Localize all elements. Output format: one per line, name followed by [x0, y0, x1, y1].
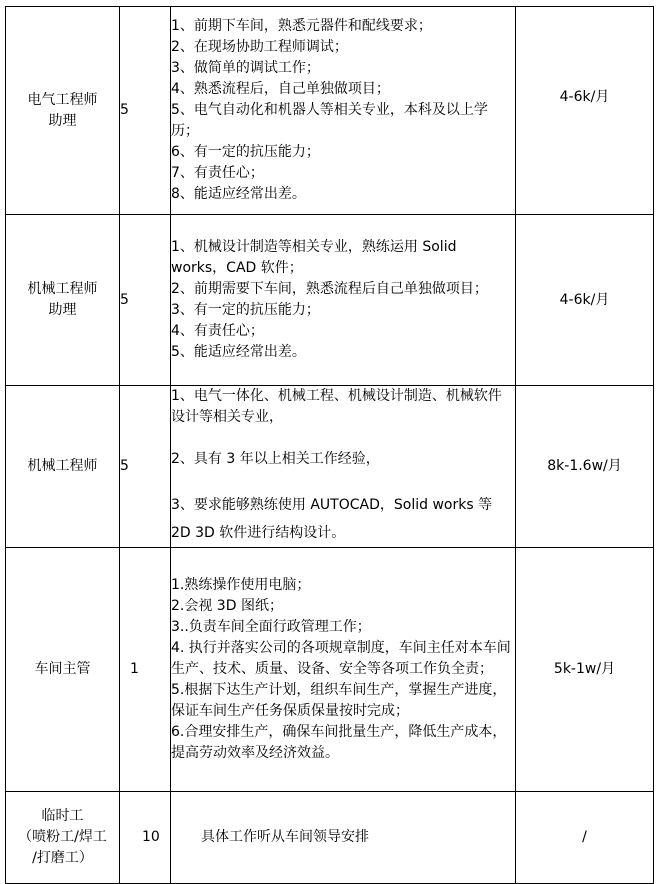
headcount-cell: 5: [120, 386, 171, 548]
requirement-item: 4、有责任心；: [171, 323, 264, 339]
requirement-item: 6.合理安排生产，确保车间批量生产，降低生产成本，提高劳动效率及经济效益。: [171, 724, 507, 761]
job-title-cell: [6, 215, 120, 386]
salary-cell: 4-6k/月: [516, 215, 654, 386]
requirement-item: 5.根据下达生产计划，组织车间生产，掌握生产进度，保证车间生产任务保质保量按时完成；: [171, 682, 507, 719]
job-title-cell: [6, 386, 120, 548]
job-title-line: 车间主管: [34, 661, 91, 677]
requirement-item: 1.熟练操作使用电脑；: [171, 577, 311, 593]
requirement-item: 8、能适应经常出差。: [171, 186, 306, 202]
salary-cell: 8k-1.6w/月: [516, 386, 654, 548]
table-row: [6, 215, 654, 386]
job-title-cell: [6, 7, 120, 215]
job-title-line: 临时工: [41, 808, 84, 824]
requirement-item: 2.会视 3D 图纸；: [171, 598, 283, 614]
job-title-line: （喷粉工/焊工: [18, 829, 107, 845]
requirements-cell: [171, 386, 516, 548]
job-title-line: 电气工程师: [27, 91, 98, 108]
headcount-cell: 1: [120, 548, 171, 792]
headcount-cell: 10: [120, 792, 171, 884]
requirement-item: 3、做简单的调试工作；: [171, 60, 320, 76]
job-title-cell: [6, 792, 120, 884]
requirement-item: 1、电气一体化、机械工程、机械设计制造、机械软件设计等相关专业，: [171, 388, 502, 425]
salary-cell: 4-6k/月: [516, 7, 654, 215]
requirement-item: 4、熟悉流程后，自己单独做项目；: [171, 81, 390, 97]
job-table: [5, 6, 654, 884]
requirement-item: 4. 执行并落实公司的各项规章制度，车间主任对本车间生产、技术、质量、设备、安全等各项工作负全责；: [171, 640, 511, 677]
requirement-item: 2、具有 3 年以上相关工作经验，: [171, 451, 380, 467]
job-title-line: 助理: [48, 112, 77, 129]
job-title-line: /打磨工）: [32, 850, 93, 866]
requirement-item: 3..负责车间全面行政管理工作；: [171, 619, 371, 635]
job-title-line: 机械工程师: [27, 458, 98, 474]
requirement-item: 5、电气自动化和机器人等相关专业，本科及以上学历；: [171, 102, 488, 139]
job-title-cell: [6, 548, 120, 792]
job-title-line: 助理: [48, 302, 77, 318]
requirement-item: 2、前期需要下车间，熟悉流程后自己单独做项目；: [171, 281, 488, 297]
requirements-cell: [171, 548, 516, 792]
requirement-item: 具体工作听从车间领导安排: [201, 829, 369, 845]
requirement-item: 2、在现场协助工程师调试；: [171, 39, 348, 55]
requirements-cell: [171, 215, 516, 386]
table-row: [6, 548, 654, 792]
requirement-item: 5、能适应经常出差。: [171, 344, 306, 360]
job-title-line: 机械工程师: [27, 281, 98, 297]
table-row: [6, 792, 654, 884]
requirements-cell: [171, 7, 516, 215]
requirement-item: 3、有一定的抗压能力；: [171, 302, 320, 318]
salary-cell: /: [516, 792, 654, 884]
requirements-cell: [171, 792, 516, 884]
headcount-cell: 5: [120, 215, 171, 386]
requirement-item: 7、有责任心；: [171, 165, 264, 181]
salary-cell: 5k-1w/月: [516, 548, 654, 792]
table-row: [6, 7, 654, 215]
headcount-cell: 5: [120, 7, 171, 215]
requirement-item: 1、机械设计制造等相关专业，熟练运用 Solid works，CAD 软件；: [171, 239, 457, 276]
requirement-item: 6、有一定的抗压能力；: [171, 144, 320, 160]
table-row: [6, 386, 654, 548]
requirement-item: 3、要求能够熟练使用 AUTOCAD，Solid works 等 2D 3D 软件进行结构设计。: [171, 497, 493, 541]
requirement-item: 1、前期下车间，熟悉元器件和配线要求；: [171, 18, 432, 34]
